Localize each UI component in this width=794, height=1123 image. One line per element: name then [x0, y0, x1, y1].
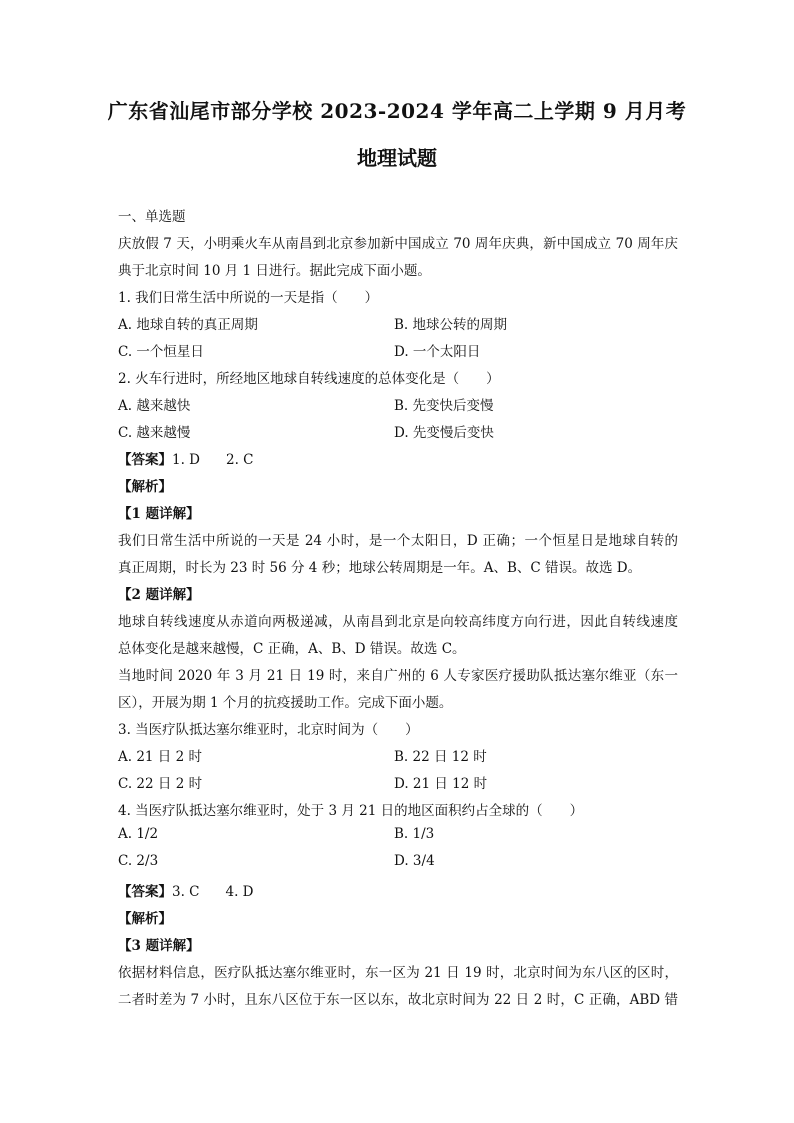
answer-label: 【答案】 — [118, 452, 172, 468]
question-3-stem: 3. 当医疗队抵达塞尔维亚时，北京时间为（ ） — [118, 722, 419, 738]
question-2-option-d: D. 先变慢后变快 — [394, 425, 494, 441]
answer-line-1 — [118, 448, 678, 468]
question-1-option-a: A. 地球自转的真正周期 — [118, 317, 258, 333]
answer-line-2 — [118, 880, 678, 900]
question-3-option-b: B. 22 日 12 时 — [394, 749, 487, 765]
question-3-option-d: D. 21 日 12 时 — [394, 776, 488, 792]
analysis-label: 【解析】 — [118, 479, 172, 495]
question-1-option-b: B. 地球公转的周期 — [394, 317, 508, 333]
document-subtitle: 地理试题 — [357, 146, 437, 170]
detail-1-label: 【1 题详解】 — [118, 506, 200, 522]
group2-intro-line2: 区），开展为期 1 个月的抗疫援助工作。完成下面小题。 — [118, 695, 453, 711]
question-2-option-c: C. 越来越慢 — [118, 425, 191, 441]
group2-intro-line1: 当地时间 2020 年 3 月 21 日 19 时，来自广州的 6 人专家医疗援助队抵达塞尔维亚（东一 — [118, 668, 678, 684]
question-2-option-a: A. 越来越快 — [118, 398, 191, 414]
detail-2-label: 【2 题详解】 — [118, 587, 200, 603]
question-4-option-c: C. 2/3 — [118, 853, 159, 869]
section-heading: 一、单选题 — [118, 209, 186, 225]
answer-4: 4. D — [225, 884, 254, 900]
detail-3-line1: 依据材料信息，医疗队抵达塞尔维亚时，东一区为 21 日 19 时，北京时间为东八区的区时， — [118, 965, 678, 981]
question-4-option-a: A. 1/2 — [118, 826, 159, 842]
document-title: 广东省汕尾市部分学校 2023-2024 学年高二上学期 9 月月考 — [107, 99, 687, 123]
answer-2: 2. C — [226, 452, 254, 468]
question-2-stem: 2. 火车行进时，所经地区地球自转线速度的总体变化是（ ） — [118, 371, 500, 387]
question-1-stem: 1. 我们日常生活中所说的一天是指（ ） — [118, 290, 379, 306]
detail-2-line1: 地球自转线速度从赤道向两极递减，从南昌到北京是向较高纬度方向行进，因此自转线速度 — [118, 614, 678, 630]
answer-3: 3. C — [172, 884, 200, 900]
detail-1-line2: 真正周期，时长为 23 时 56 分 4 秒；地球公转周期是一年。A、B、C 错误。故选 D。 — [118, 560, 642, 576]
detail-1-line1: 我们日常生活中所说的一天是 24 小时，是一个太阳日，D 正确；一个恒星日是地球自转的 — [118, 533, 678, 549]
question-2-option-b: B. 先变快后变慢 — [394, 398, 494, 414]
detail-3-line2: 二者时差为 7 小时，且东八区位于东一区以东，故北京时间为 22 日 2 时，C 正确，ABD 错 — [118, 992, 678, 1008]
question-1-option-d: D. 一个太阳日 — [394, 344, 481, 360]
detail-3-label: 【3 题详解】 — [118, 938, 200, 954]
question-4-option-b: B. 1/3 — [394, 826, 435, 842]
group1-intro-line2: 典于北京时间 10 月 1 日进行。据此完成下面小题。 — [118, 263, 431, 279]
question-1-option-c: C. 一个恒星日 — [118, 344, 204, 360]
answer-1: 1. D — [172, 452, 200, 468]
group1-intro-line1: 庆放假 7 天，小明乘火车从南昌到北京参加新中国成立 70 周年庆典，新中国成立 70 周年庆 — [118, 236, 678, 252]
question-4-option-d: D. 3/4 — [394, 853, 435, 869]
question-3-option-a: A. 21 日 2 时 — [118, 749, 202, 765]
detail-2-line2: 总体变化是越来越慢，C 正确，A、B、D 错误。故选 C。 — [118, 641, 466, 657]
question-4-stem: 4. 当医疗队抵达塞尔维亚时，处于 3 月 21 日的地区面积约占全球的（ ） — [118, 803, 584, 819]
analysis-label: 【解析】 — [118, 911, 172, 927]
question-3-option-c: C. 22 日 2 时 — [118, 776, 203, 792]
answer-label: 【答案】 — [118, 884, 172, 900]
